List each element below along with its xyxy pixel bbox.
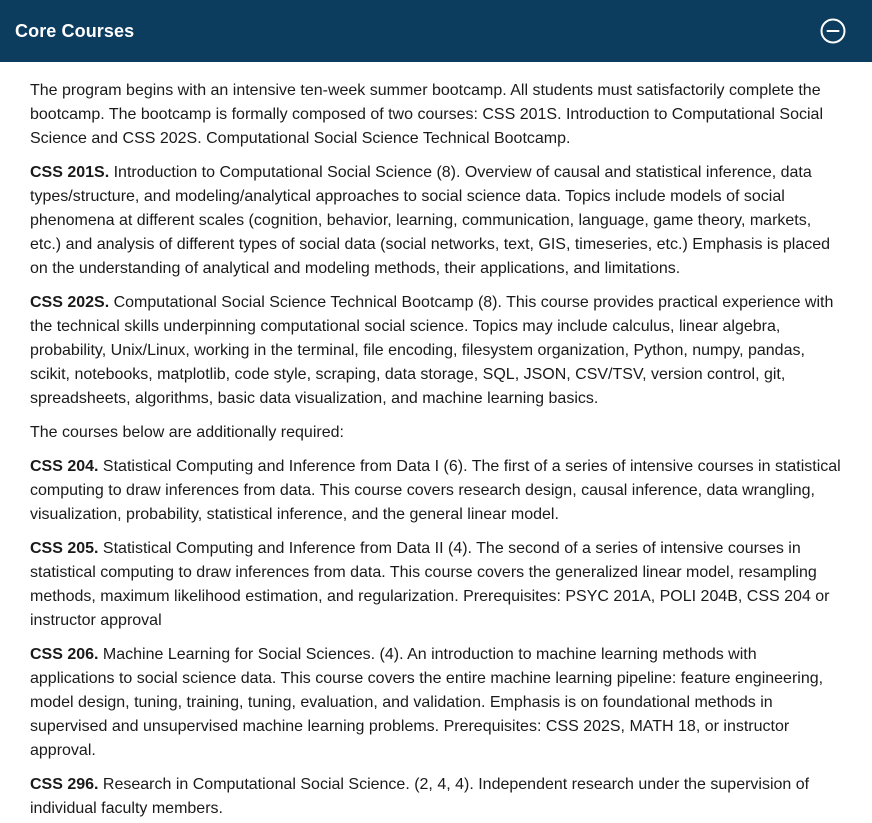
additional-note: The courses below are additionally required:	[30, 424, 344, 441]
minus-circle-icon[interactable]	[820, 18, 846, 44]
course-code: CSS 204.	[30, 458, 99, 475]
course-description: Introduction to Computational Social Science (8). Overview of causal and statistical inference, data types/structure, and modeling/analytical approaches to social science data. Topics include models of social phenomena at different scales (cognition, behavior, learning, communication, language, game theory, markets, etc.) and analysis of different types of social data (social networks, text, GIS, timeseries, etc.) Emphasis is placed on the understanding of analytical and modeling methods, their applications, and limitations.	[30, 164, 831, 277]
course-css-296	[30, 773, 842, 821]
course-code: CSS 205.	[30, 540, 99, 557]
course-css-204	[30, 455, 842, 527]
course-code: CSS 202S.	[30, 294, 110, 311]
course-css-202s	[30, 291, 842, 411]
course-description: Machine Learning for Social Sciences. (4). An introduction to machine learning methods with applications to social science data. This course covers the entire machine learning pipeline: feature engineering, model design, tuning, training, tuning, evaluation, and validation. Emphasis is on foundational methods in supervised and unsupervised machine learning problems. Prerequisites: CSS 202S, MATH 18, or instructor approval.	[30, 646, 824, 759]
course-description: Research in Computational Social Science. (2, 4, 4). Independent research under the supervision of individual faculty members.	[30, 776, 810, 817]
accordion-title: Core Courses	[15, 20, 135, 41]
course-description: Statistical Computing and Inference from Data II (4). The second of a series of intensive courses in statistical computing to draw inferences from data. This course covers the generalized linear model, resampling methods, maximum likelihood estimation, and regularization. Prerequisites: PSYC 201A, POLI 204B, CSS 204 or instructor approval	[30, 540, 830, 629]
accordion-header[interactable]	[0, 0, 872, 62]
course-css-205	[30, 537, 842, 633]
course-css-206	[30, 643, 842, 763]
course-description: Statistical Computing and Inference from Data I (6). The first of a series of intensive courses in statistical computing to draw inferences from data. This course covers research design, causal inference, data wrangling, visualization, probability, statistical inference, and the general linear model.	[30, 458, 841, 523]
course-css-201s	[30, 161, 842, 281]
intro-paragraph: The program begins with an intensive ten-week summer bootcamp. All students must satisfactorily complete the bootcamp. The bootcamp is formally composed of two courses: CSS 201S. Introduction to Computational Social Science and CSS 202S. Computational Social Science Technical Bootcamp.	[30, 82, 823, 147]
course-description: Computational Social Science Technical Bootcamp (8). This course provides practical experience with the technical skills underpinning computational social science. Topics may include calculus, linear algebra, probability, Unix/Linux, working in the terminal, file encoding, filesystem organization, Python, numpy, pandas, scikit, notebooks, matplotlib, code style, scraping, data storage, SQL, JSON, CSV/TSV, version control, git, spreadsheets, algorithms, basic data visualization, and machine learning basics.	[30, 294, 834, 407]
course-code: CSS 201S.	[30, 164, 110, 181]
accordion-body	[0, 62, 872, 821]
course-code: CSS 206.	[30, 646, 99, 663]
course-code: CSS 296.	[30, 776, 99, 793]
